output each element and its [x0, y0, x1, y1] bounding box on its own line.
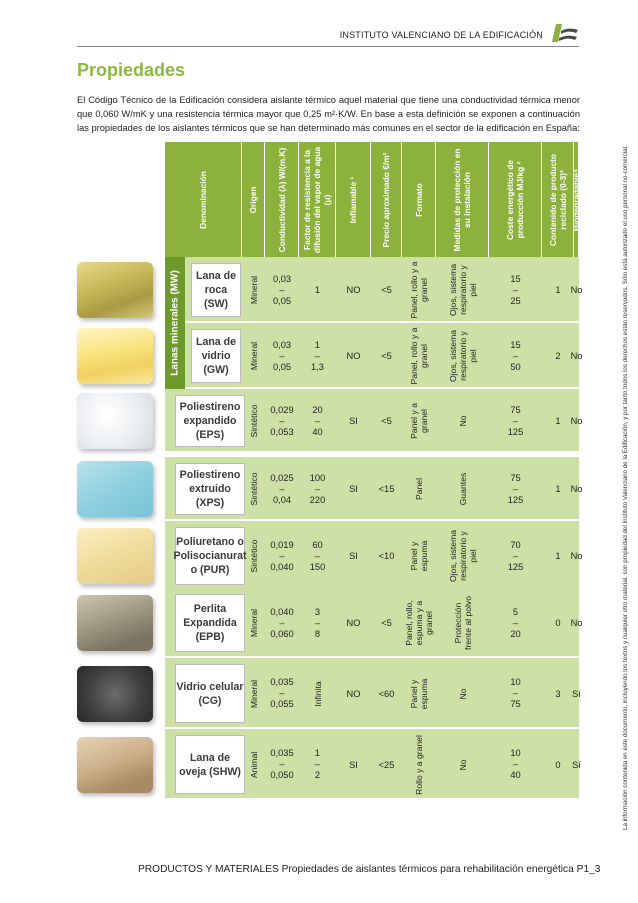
vapour-resistance-cell: Infinita	[312, 680, 323, 707]
protection-cell: No	[457, 759, 468, 770]
material-photo	[77, 461, 153, 517]
material-name: Lana de oveja (SHW)	[175, 735, 245, 794]
material-photo	[77, 328, 153, 384]
energy-cost-cell: 10 – 40	[510, 748, 521, 780]
vapour-resistance-cell: 3 – 8	[314, 606, 321, 639]
price-cell: <5	[381, 618, 392, 628]
recycled-cell: 1	[555, 285, 561, 295]
format-cell: Panel, rollo, espuma y a granel	[404, 600, 434, 646]
column-header	[371, 142, 402, 257]
column-header-label: Precio aproximado €/m²	[381, 152, 391, 247]
table-row	[165, 588, 583, 658]
material-name: Poliestireno expandido (EPS)	[175, 395, 245, 447]
column-header	[436, 142, 489, 257]
flammable-cell: NO	[346, 285, 361, 295]
flammable-cell: SI	[349, 416, 358, 426]
protection-cell: Ojos, sistema respiratorio y piel	[447, 263, 478, 317]
vapour-resistance-cell: 20 – 40	[312, 404, 323, 437]
price-cell: <60	[378, 688, 395, 699]
column-header	[402, 142, 436, 257]
origin-cell: Sintético	[248, 472, 259, 506]
material-name: Perlita Expandida (EPB)	[175, 594, 245, 652]
vapour-resistance-cell: 1 – 2	[314, 748, 321, 780]
material-name: Vidrio celular (CG)	[175, 664, 245, 723]
origin-cell: Sintético	[248, 539, 259, 573]
vapour-resistance-cell: 60 – 150	[309, 539, 326, 572]
material-name: Lana de roca (SW)	[191, 263, 241, 317]
format-cell: Panel y espuma	[409, 678, 429, 709]
column-header-label: Contenido de producto reciclado (0-3)³	[547, 153, 568, 246]
footer: PRODUCTOS Y MATERIALES Propiedades de aislantes térmicos para rehabilitación energética P1_3	[138, 864, 601, 875]
vapour-resistance-cell: 100 – 220	[309, 472, 326, 505]
flammable-cell: NO	[346, 688, 361, 699]
energy-cost-cell: 10 – 75	[510, 677, 521, 709]
column-header-label: Biodegradable⁴	[571, 168, 581, 231]
conductivity-cell: 0,03 – 0,05	[272, 339, 292, 372]
energy-cost-cell: 75 – 125	[507, 404, 524, 437]
material-name: Poliuretano o Polisocianurat o (PUR)	[175, 527, 245, 585]
column-header	[299, 142, 336, 257]
origin-cell: Mineral	[248, 608, 259, 638]
recycled-cell: 3	[555, 688, 561, 699]
origin-cell: Mineral	[248, 341, 259, 371]
origin-cell: Sintético	[248, 404, 259, 438]
conductivity-cell: 0,029 – 0,053	[270, 404, 294, 437]
format-cell: Panel, rollo y a granel	[409, 261, 429, 319]
column-header-label: Medidas de protección en su instalación	[452, 148, 472, 251]
column-header-label: Denominación	[198, 170, 208, 229]
protection-cell: No	[457, 688, 468, 699]
recycled-cell: 2	[555, 351, 561, 361]
flammable-cell: SI	[349, 759, 358, 770]
price-cell: <5	[381, 351, 392, 361]
protection-cell: No	[457, 415, 468, 427]
properties-table	[77, 142, 583, 800]
energy-cost-cell: 75 – 125	[507, 472, 524, 505]
column-header-label: Conductividad (λ) W/(m.K)	[276, 147, 287, 252]
flammable-cell: SI	[349, 551, 358, 561]
origin-cell: Mineral	[248, 679, 259, 708]
header-rule	[77, 46, 579, 47]
table-row	[165, 257, 583, 323]
mineral-wool-group-band	[165, 257, 185, 389]
column-header	[489, 142, 542, 257]
material-photo	[77, 262, 153, 318]
flammable-cell: NO	[346, 618, 361, 628]
table-row	[165, 457, 583, 521]
biodegradable-cell: No	[570, 285, 583, 295]
biodegradable-cell: No	[570, 551, 583, 561]
table-row	[165, 521, 583, 591]
biodegradable-cell: Sí	[572, 759, 581, 770]
column-header	[165, 142, 242, 257]
group-label: Lanas minerales (MW)	[169, 270, 181, 376]
format-cell: Panel y a granel	[409, 403, 429, 439]
institute-header: INSTITUTO VALENCIANO DE LA EDIFICACIÓN	[339, 30, 543, 40]
biodegradable-cell: Sí	[572, 688, 581, 699]
intro-paragraph: El Código Técnico de la Edificación considera aislante térmico aquel material que tiene una conductividad térmica menor que 0,060 W/mK y una resistencia térmica mayor que 0,25 m²·K/W. En base a esta definición se exponen a continuación las propiedades de los aislantes térmicos que se han determinado más comunes en el sector de la edificación en España:	[77, 95, 580, 133]
energy-cost-cell: 15 – 50	[510, 339, 521, 372]
column-header-label: Origen	[248, 186, 258, 213]
column-header-label: Coste energético de producción MJ/kg ²	[505, 159, 525, 240]
price-cell: <5	[381, 285, 392, 295]
conductivity-cell: 0,040 – 0,060	[270, 606, 294, 639]
conductivity-cell: 0,019 – 0,040	[270, 539, 294, 572]
conductivity-cell: 0,03 – 0,05	[272, 273, 292, 306]
protection-cell: Ojos, sistema respiratorio y piel	[447, 529, 478, 583]
energy-cost-cell: 70 – 125	[507, 539, 524, 572]
material-name: Lana de vidrio (GW)	[191, 329, 241, 383]
protection-cell: Protección frente al polvo	[452, 596, 473, 650]
format-cell: Panel y espuma	[409, 540, 429, 572]
price-cell: <15	[378, 484, 395, 494]
column-header	[542, 142, 574, 257]
vapour-resistance-cell: 1	[314, 285, 321, 295]
format-cell: Rollo y a granel	[414, 734, 424, 795]
vapour-resistance-cell: 1 – 1,3	[311, 339, 324, 372]
material-photo	[77, 737, 153, 793]
biodegradable-cell: No	[570, 351, 583, 361]
flammable-cell: NO	[346, 351, 361, 361]
column-header	[571, 142, 581, 257]
price-cell: <10	[378, 551, 395, 561]
material-name: Poliestireno extruido (XPS)	[175, 463, 245, 515]
table-row	[165, 658, 579, 729]
recycled-cell: 1	[555, 416, 561, 426]
recycled-cell: 1	[555, 551, 561, 561]
table-row	[165, 323, 583, 389]
origin-cell: Mineral	[248, 275, 259, 305]
biodegradable-cell: No	[570, 618, 583, 628]
format-cell: Panel	[414, 478, 424, 500]
material-photo	[77, 528, 153, 584]
protection-cell: Guantes	[457, 472, 468, 506]
origin-cell: Animal	[248, 751, 259, 778]
price-cell: <25	[378, 759, 395, 770]
column-header-label: Inflamable ¹	[348, 176, 358, 223]
conductivity-cell: 0,025 – 0,04	[270, 472, 294, 505]
conductivity-cell: 0,035 – 0,050	[270, 748, 294, 780]
table-row	[165, 389, 583, 453]
column-header	[242, 142, 265, 257]
conductivity-cell: 0,035 – 0,055	[270, 677, 294, 709]
material-photo	[77, 595, 153, 651]
ive-logo-icon	[552, 22, 578, 46]
biodegradable-cell: No	[570, 416, 583, 426]
section-title: Propiedades	[77, 60, 186, 80]
column-header	[265, 142, 299, 257]
energy-cost-cell: 5 – 20	[510, 606, 521, 639]
energy-cost-cell: 15 – 25	[510, 273, 521, 306]
table-row	[165, 729, 579, 800]
column-header-label: Formato	[413, 182, 424, 217]
flammable-cell: SI	[349, 484, 358, 494]
column-header-label: Factor de resistencia a la difusión del vapor de agua (μ)	[302, 146, 332, 253]
biodegradable-cell: No	[570, 484, 583, 494]
protection-cell: Ojos, sistema respiratorio y piel	[447, 329, 478, 383]
copyright-side-note: La información contenida en este documento, incluyendo los textos y cualquier otro material, son propiedad del Instituto Valenciano de la Edificación, y por tanto todos los derechos están reservados. Sólo está autorizado el uso personal no-comercial.	[622, 145, 629, 830]
material-photo	[77, 393, 153, 449]
recycled-cell: 0	[555, 759, 561, 770]
column-header	[336, 142, 371, 257]
price-cell: <5	[381, 416, 392, 426]
material-photo	[77, 666, 153, 722]
recycled-cell: 1	[555, 484, 561, 494]
recycled-cell: 0	[555, 618, 561, 628]
format-cell: Panel, rollo y a granel	[409, 327, 429, 385]
